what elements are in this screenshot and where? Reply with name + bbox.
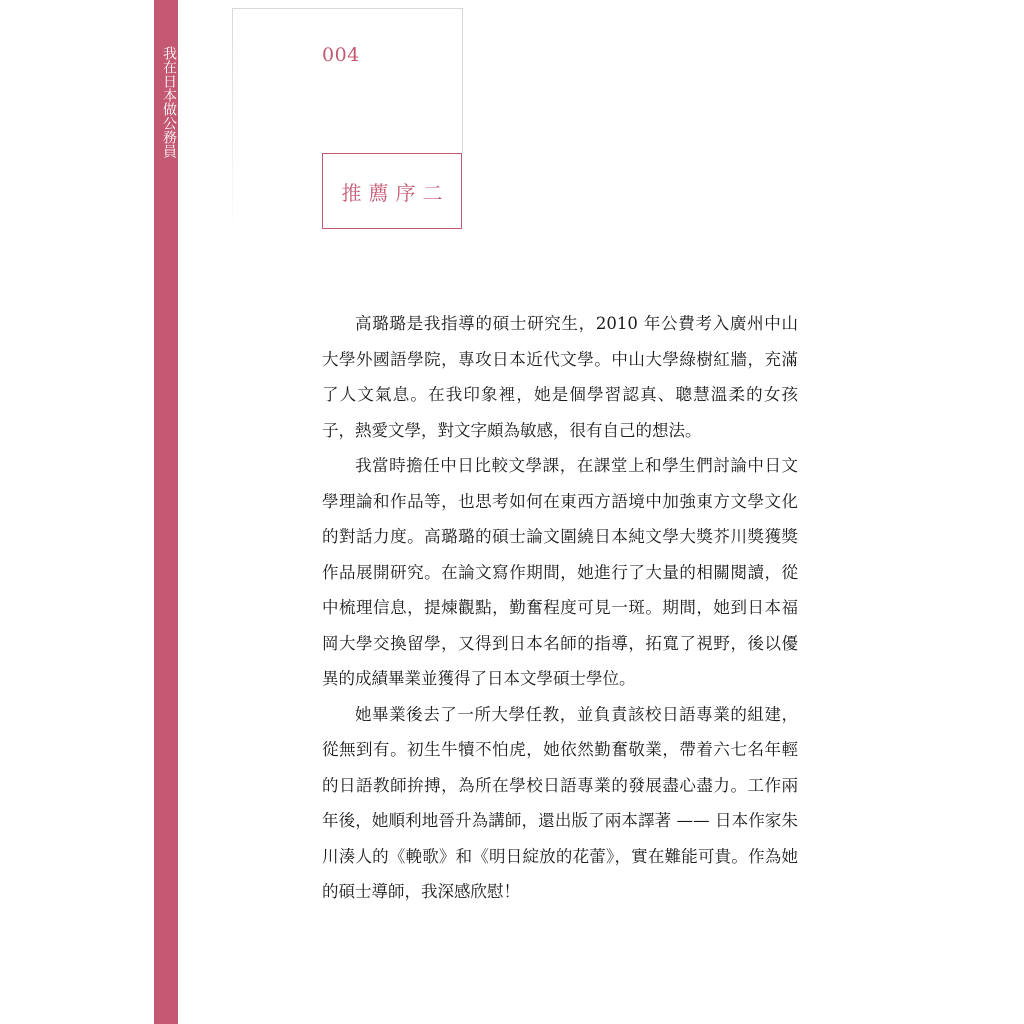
section-title: 推薦序二 bbox=[341, 180, 450, 205]
frame-line-top bbox=[232, 8, 463, 9]
body-text bbox=[322, 306, 798, 910]
frame-line-right bbox=[462, 8, 463, 153]
page-number: 004 bbox=[322, 44, 360, 66]
paragraph: 我當時擔任中日比較文學課，在課堂上和學生們討論中日文學理論和作品等，也思考如何在東西方語境中加強東方文學文化的對話力度。高璐璐的碩士論文圍繞日本純文學大獎芥川獎獲獎作品展開研究。在論文寫作期間，她進行了大量的相關閱讀，從中梳理信息，提煉觀點，勤奮程度可見一斑。期間，她到日本福岡大學交換留學，又得到日本名師的指導，拓寬了視野，後以優異的成績畢業並獲得了日本文學碩士學位。 bbox=[322, 456, 798, 688]
paragraph: 高璐璐是我指導的碩士研究生，2010 年公費考入廣州中山大學外國語學院，專攻日本近代文學。中山大學綠樹紅牆，充滿了人文氣息。在我印象裡，她是個學習認真、聰慧溫柔的女孩子，熱愛文學，對文字頗為敏感，很有自己的想法。 bbox=[322, 314, 798, 440]
running-title: 我在日本做公務員 bbox=[161, 46, 177, 158]
side-band bbox=[154, 0, 178, 1024]
frame-line-left bbox=[232, 8, 233, 240]
paragraph: 她畢業後去了一所大學任教，並負責該校日語專業的組建，從無到有。初生牛犢不怕虎，她依然勤奮敬業，帶着六七名年輕的日語教師拚搏，為所在學校日語專業的發展盡心盡力。工作兩年後，她順利地晉升為講師，還出版了兩本譯著 —— 日本作家朱川湊人的《輓歌》和《明日綻放的花蕾》，實在難能可貴。作為她的碩士導師，我深感欣慰！ bbox=[322, 704, 798, 901]
section-title-box bbox=[322, 153, 462, 229]
